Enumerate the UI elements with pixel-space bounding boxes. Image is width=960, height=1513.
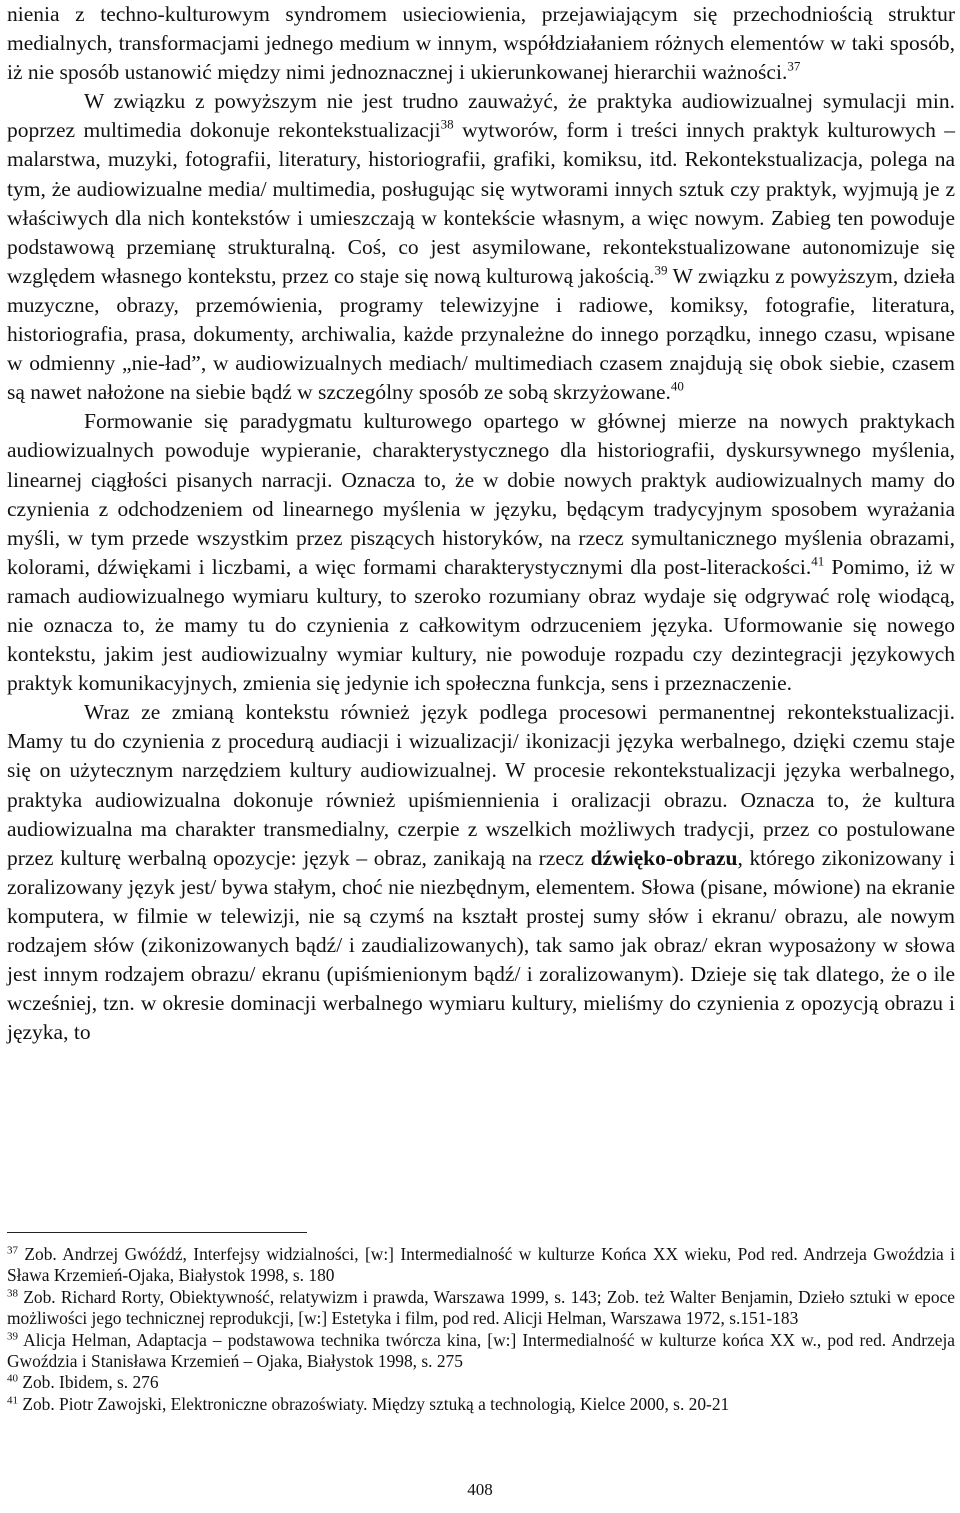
paragraph — [7, 87, 955, 407]
text-run: W związku z powyższym, dzieła muzyczne, obrazy, przemówienia, programy telewizyjne i radiowe, komiksy, fotografie, literatura, historiografia, prasa, dokumenty, archiwalia, każde przynależne do innego porządku, innego czasu, wpisane w odmienny „nie-ład”, w audiowizualnych mediach/ multimediach czasem znajdują się obok siebie, czasem są nawet nałożone na siebie bądź w szczególny sposób ze sobą skrzyżowane. — [7, 263, 955, 405]
footnote-text: Zob. Andrzej Gwóźdź, Interfejsy widzialności, [w:] Intermedialność w kulturze Końca XX wieku, Pod red. Andrzeja Gwoździa i Sława Krzemień-Ojaka, Białystok 1998, s. 180 — [7, 1244, 955, 1286]
footnote-reference: 40 — [670, 378, 684, 394]
bold-term: dźwięko-obrazu — [590, 845, 738, 870]
text-run: , którego zikonizowany i zoralizowany język jest/ bywa stałym, choć nie niezbędnym, elementem. Słowa (pisane, mówione) na ekranie komputera, w filmie w telewizji, nie są czymś na kształt prostej sumy słów i ekranu/ obrazu, ale nowym rodzajem słów (zikonizowanych bądź/ i zaudializowanych), tak samo jak obraz/ ekran wyposażony w słowa jest innym rodzajem obrazu/ ekranu (upiśmienionym bądź/ i zoralizowanym). Dzieje się tak dlatego, że o ile wcześniej, tzn. w okresie dominacji werbalnego wymiaru kultury, mieliśmy do czynienia z opozycją obrazu i języka, to — [7, 845, 955, 1045]
footnote-separator — [7, 1232, 307, 1233]
footnotes — [7, 1244, 955, 1415]
text-run: Pomimo, iż w ramach audiowizualnego wymiaru kultury, to szeroko rozumiany obraz wydaje się odgrywać rolę wiodącą, nie oznacza to, że mamy tu do czynienia z całkowitym odrzuceniem języka. Uformowanie się nowego kontekstu, jakim jest audiowizualny wymiar kultury, nie powoduje rozpadu czy dezintegracji językowych praktyk komunikacyjnych, zmienia się jedynie ich społeczna funkcja, sens i przeznaczenie. — [7, 554, 956, 696]
footnote-text: Zob. Piotr Zawojski, Elektroniczne obrazoświaty. Między sztuką a technologią, Kielce 2000, s. 20-21 — [18, 1393, 730, 1414]
text-run: nienia z techno-kulturowym syndromem usieciowienia, przejawiającym się przechodniością struktur medialnych, transformacjami jednego medium w innym, współdziałaniem różnych elementów w taki sposób, iż nie sposób ustanowić między nimi jednoznacznej i ukierunkowanej hierarchii ważności. — [7, 2, 955, 85]
footnote — [7, 1287, 955, 1330]
footnote-number: 37 — [7, 1244, 18, 1257]
footnote — [7, 1394, 955, 1415]
footnote-number: 41 — [7, 1394, 18, 1407]
footnote-number: 38 — [7, 1287, 18, 1300]
page-number: 408 — [467, 1480, 493, 1499]
text-run: Formowanie się paradygmatu kulturowego opartego w głównej mierze na nowych praktykach audiowizualnych powoduje wypieranie, charakterystycznego dla historiografii, dyskursywnego myślenia, linearnej ciągłości pisanych narracji. Oznacza to, że w dobie nowych praktyk audiowizualnych mamy do czynienia z odchodzeniem od linearnego myślenia w języku, będącym tradycyjnym sposobem wyrażania myśli, w tym przede wszystkim przez piszących historyków, na rzecz symultanicznego myślenia obrazami, kolorami, dźwiękami i liczbami, a więc formami charakterystycznymi dla post-literackości. — [7, 409, 955, 579]
footnote — [7, 1244, 955, 1287]
text-run: Wraz ze zmianą kontekstu również język podlega procesowi permanentnej rekontekstualizacji. Mamy tu do czynienia z procedurą audiacji i wizualizacji/ ikonizacji języka werbalnego, dzięki czemu staje się on użytecznym narzędziem kultury audiowizualnej. W procesie rekontekstualizacji języka werbalnego, praktyka audiowizualna dokonuje również upiśmiennienia i oralizacji obrazu. Oznacza to, że kultura audiowizualna ma charakter transmedialny, czerpie z wszelkich możliwych tradycji, przez co postulowane przez kulturę werbalną opozycje: język – obraz, zanikają na rzecz — [7, 700, 955, 870]
footnote-reference: 41 — [811, 553, 825, 569]
body-text — [7, 0, 955, 1047]
paragraph — [7, 0, 955, 87]
paragraph — [7, 407, 955, 698]
footnote — [7, 1330, 955, 1373]
footnote-number: 39 — [7, 1330, 18, 1343]
footnote-number: 40 — [7, 1372, 18, 1385]
footnote-text: Zob. Richard Rorty, Obiektywność, relatywizm i prawda, Warszawa 1999, s. 143; Zob. też Walter Benjamin, Dzieło sztuki w epoce możliwości jego technicznej reprodukcji, [w:] Estetyka i film, pod red. Alicji Helman, Warszawa 1972, s.151-183 — [7, 1286, 955, 1329]
text-run: W związku z powyższym nie jest trudno zauważyć, że praktyka audiowizualnej symulacji min. poprzez multimedia dokonuje rekontekstualizacji — [7, 89, 955, 143]
footnote-text: Zob. Ibidem, s. 276 — [18, 1372, 159, 1393]
text-run: wytworów, form i treści innych praktyk kulturowych – malarstwa, muzyki, fotografii, literatury, historiografii, grafiki, komiksu, itd. Rekontekstualizacja, polega na tym, że audiowizualne media/ multimedia, posługując się wytworami innych sztuk czy praktyk, wyjmują je z właściwych dla nich kontekstów i umieszczają w kontekście własnym, a więc nowym. Zabieg ten powoduje podstawową przemianę strukturalną. Coś, co jest asymilowane, rekontekstualizowane autonomizuje się względem własnego kontekstu, przez co staje się nową kulturową jakością. — [7, 118, 955, 288]
footnote-reference: 39 — [654, 262, 668, 278]
paragraph — [7, 698, 955, 1047]
footnote-reference: 37 — [787, 58, 801, 74]
footnote-text: Alicja Helman, Adaptacja – podstawowa technika twórcza kina, [w:] Intermedialność w kulturze końca XX w., pod red. Andrzeja Gwoździa i Stanisława Krzemień – Ojaka, Białystok 1998, s. 275 — [7, 1329, 955, 1372]
footnote-reference: 38 — [440, 116, 454, 132]
footnote — [7, 1372, 955, 1393]
